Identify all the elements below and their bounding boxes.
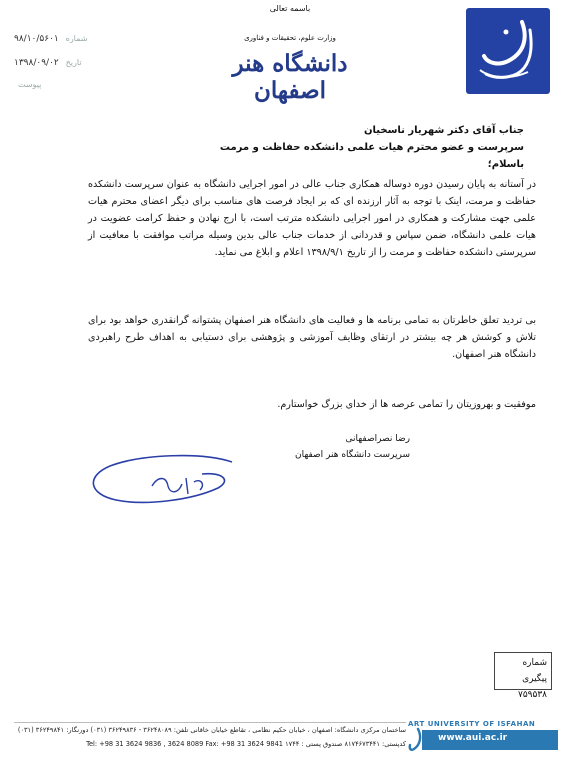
letter-attachment-label: پیوست bbox=[18, 80, 42, 89]
letter-number-row bbox=[14, 34, 114, 44]
footer-logo-icon bbox=[408, 727, 424, 753]
body-paragraph-1: در آستانه به پایان رسیدن دوره دوساله همکاری جناب عالی در امور اجرایی دانشگاه به عنوان سرپرست دانشکده حفاظت و مرمت، اینک با توجه به آثار ارزنده ای که بر ایجاد فرصت های مناسب برای دیگر اعضای محترم هیات علمی جهت مشارکت و همکاری در امور اجرایی دانشکده مترتب است، با ارج نهادن و حفظ کرامت عضویت در هیات علمی دانشگاه، ضمن سپاس و قدردانی از خدمات جناب عالی بدین وسیله مراتب موافقت با معافیت از سرپرستی دانشکده حفاظت و مرمت را از تاریخ ۱۳۹۸/۹/۱ اعلام و ابلاغ می نماید. bbox=[88, 179, 536, 258]
addressee-position: سرپرست و عضو محترم هیات علمی دانشکده حفاظت و مرمت bbox=[219, 142, 524, 153]
signatory-name: رضا نصراصفهانی bbox=[345, 434, 410, 444]
handwritten-signature bbox=[82, 448, 242, 508]
footer-logo-mark bbox=[408, 727, 424, 753]
letter-number: ۹۸/۱۰/۵۶۰۱ bbox=[14, 34, 59, 44]
signature-scribble-icon bbox=[82, 448, 242, 508]
greeting: باسلام؛ bbox=[487, 159, 524, 170]
letter-date-label: تاریخ bbox=[65, 58, 82, 67]
footer-website[interactable]: www.aui.ac.ir bbox=[438, 733, 508, 743]
signatory-title: سرپرست دانشگاه هنر اصفهان bbox=[294, 450, 410, 460]
footer-address: ساختمان مرکزی دانشگاه: اصفهان ، خیابان حکیم نظامی ، تقاطع خیابان خاقانی تلفن: ۳۶۲۴۸۰۸۹ - ۳۶۲۴۹۸۳۶ (۰۳۱) دورنگار: ۳۶۲۴۹۸۴۱ (۰۳۱) bbox=[17, 726, 406, 734]
footer-brand: ART UNIVERSITY OF ISFAHAN bbox=[408, 720, 536, 728]
university-name: دانشگاه هنر اصفهان bbox=[232, 50, 348, 104]
letter-date: ۱۳۹۸/۰۹/۰۲ bbox=[14, 58, 59, 68]
ministry-name: وزارت علوم، تحقیقات و فناوری bbox=[244, 34, 336, 42]
addressee-block bbox=[212, 122, 524, 173]
footer-divider bbox=[14, 722, 406, 723]
footer-contact: کدپستی: ۸۱۷۴۶۷۳۴۴۱ صندوق پستی : ۱۷۴۴ Tel: +98 31 3624 9836 , 3624 8089 Fax: +98 31 3624 9841 bbox=[86, 740, 406, 748]
university-logo bbox=[466, 8, 550, 94]
letter-attachment-row bbox=[14, 80, 114, 90]
body-paragraph-3: موفقیت و بهروزیتان را تمامی عرصه ها از خدای بزرگ خواستارم. bbox=[277, 399, 536, 410]
tracking-number: ۷۵۹۵۳۸ bbox=[517, 690, 547, 700]
calligraphy-logo-icon bbox=[466, 8, 550, 94]
addressee-name: جناب آقای دکتر شهریار ناسخیان bbox=[363, 125, 524, 136]
letter-date-row bbox=[14, 58, 114, 68]
letter-number-label: شماره bbox=[65, 34, 88, 43]
tracking-label: شماره پیگیری bbox=[522, 658, 547, 684]
body-paragraph-2: بی تردید تعلق خاطرتان به تمامی برنامه ها و فعالیت های دانشگاه هنر اصفهان پشتوانه گرانقدری خواهد بود برای تلاش و کوشش هر چه بیشتر در ارتقای وظایف آموزشی و پژوهشی برای دستیابی به اهداف طرح راهبردی دانشگاه هنر اصفهان. bbox=[88, 315, 536, 360]
bismillah-text: باسمه تعالی bbox=[269, 4, 311, 13]
tracking-number-box bbox=[494, 652, 552, 700]
